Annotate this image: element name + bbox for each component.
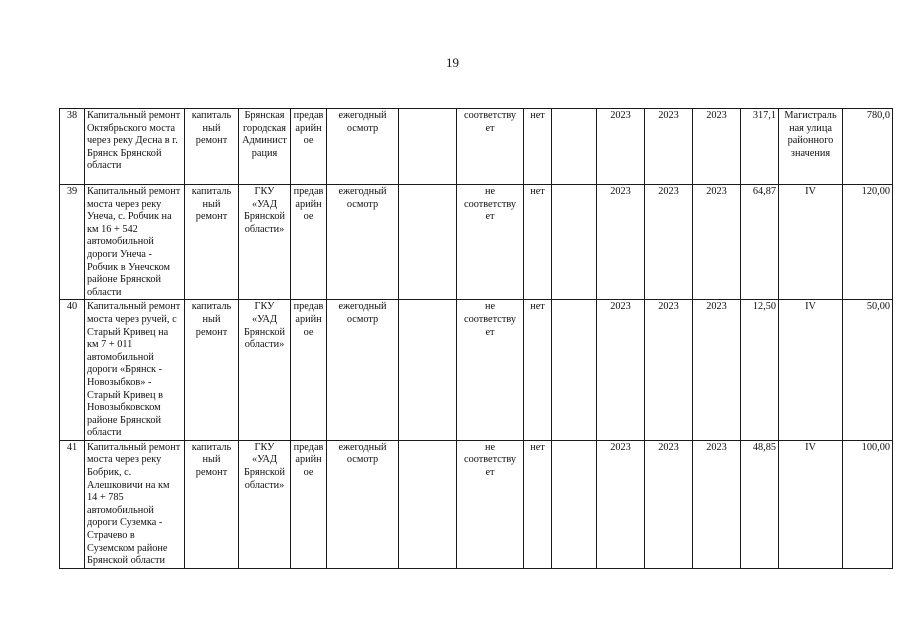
customer: ГКУ «УАД Брянской области» xyxy=(239,440,291,568)
flag: нет xyxy=(524,185,552,300)
cost-value: 100,00 xyxy=(843,440,893,568)
inspection-type: ежегодный осмотр xyxy=(327,300,399,441)
row-number: 39 xyxy=(60,185,85,300)
empty-cell xyxy=(552,300,597,441)
flag: нет xyxy=(524,440,552,568)
empty-cell xyxy=(399,300,457,441)
length-value: 317,1 xyxy=(741,109,779,185)
cost-value: 50,00 xyxy=(843,300,893,441)
year-end: 2023 xyxy=(693,109,741,185)
customer: ГКУ «УАД Брянской области» xyxy=(239,300,291,441)
inspection-type: ежегодный осмотр xyxy=(327,109,399,185)
object-name: Капитальный ремонт моста через реку Бобрик, с. Алешковичи на км 14 + 785 автомобильной дороги Суземка - Страчево в Суземском районе Брянской области xyxy=(85,440,185,568)
year-mid: 2023 xyxy=(645,109,693,185)
road-category: Магистраль ная улица районного значения xyxy=(779,109,843,185)
length-value: 64,87 xyxy=(741,185,779,300)
year-start: 2023 xyxy=(597,109,645,185)
condition-status: предав арийн ое xyxy=(291,185,327,300)
page-number: 19 xyxy=(446,55,459,70)
empty-cell xyxy=(552,185,597,300)
year-start: 2023 xyxy=(597,185,645,300)
empty-cell xyxy=(399,440,457,568)
year-end: 2023 xyxy=(693,185,741,300)
year-start: 2023 xyxy=(597,300,645,441)
inspection-type: ежегодный осмотр xyxy=(327,440,399,568)
customer: Брянская городская Админист рация xyxy=(239,109,291,185)
object-name: Капитальный ремонт Октябрьского моста через реку Десна в г. Брянск Брянской области xyxy=(85,109,185,185)
row-number: 38 xyxy=(60,109,85,185)
year-end: 2023 xyxy=(693,300,741,441)
work-type: капиталь ный ремонт xyxy=(185,440,239,568)
row-number: 41 xyxy=(60,440,85,568)
empty-cell xyxy=(552,440,597,568)
length-value: 48,85 xyxy=(741,440,779,568)
object-name: Капитальный ремонт моста через ручей, с Старый Кривец на км 7 + 011 автомобильной дороги «Брянск - Новозыбков» - Старый Кривец в Новозыбковском районе Брянской области xyxy=(85,300,185,441)
bridge-repair-table xyxy=(59,108,893,569)
table-row xyxy=(60,185,893,300)
year-start: 2023 xyxy=(597,440,645,568)
road-category: IV xyxy=(779,300,843,441)
year-end: 2023 xyxy=(693,440,741,568)
compliance: соответству ет xyxy=(457,109,524,185)
cost-value: 120,00 xyxy=(843,185,893,300)
customer: ГКУ «УАД Брянской области» xyxy=(239,185,291,300)
condition-status: предав арийн ое xyxy=(291,300,327,441)
flag: нет xyxy=(524,109,552,185)
year-mid: 2023 xyxy=(645,185,693,300)
table-row xyxy=(60,109,893,185)
compliance: не соответству ет xyxy=(457,300,524,441)
flag: нет xyxy=(524,300,552,441)
empty-cell xyxy=(399,109,457,185)
condition-status: предав арийн ое xyxy=(291,109,327,185)
object-name: Капитальный ремонт моста через реку Унеча, с. Робчик на км 16 + 542 автомобильной дороги Унеча - Робчик в Унечском районе Брянской области xyxy=(85,185,185,300)
year-mid: 2023 xyxy=(645,440,693,568)
empty-cell xyxy=(399,185,457,300)
year-mid: 2023 xyxy=(645,300,693,441)
length-value: 12,50 xyxy=(741,300,779,441)
road-category: IV xyxy=(779,440,843,568)
work-type: капиталь ный ремонт xyxy=(185,300,239,441)
empty-cell xyxy=(552,109,597,185)
table-row xyxy=(60,440,893,568)
condition-status: предав арийн ое xyxy=(291,440,327,568)
compliance: не соответству ет xyxy=(457,185,524,300)
cost-value: 780,0 xyxy=(843,109,893,185)
work-type: капиталь ный ремонт xyxy=(185,109,239,185)
road-category: IV xyxy=(779,185,843,300)
compliance: не соответству ет xyxy=(457,440,524,568)
work-type: капиталь ный ремонт xyxy=(185,185,239,300)
table-row xyxy=(60,300,893,441)
row-number: 40 xyxy=(60,300,85,441)
inspection-type: ежегодный осмотр xyxy=(327,185,399,300)
